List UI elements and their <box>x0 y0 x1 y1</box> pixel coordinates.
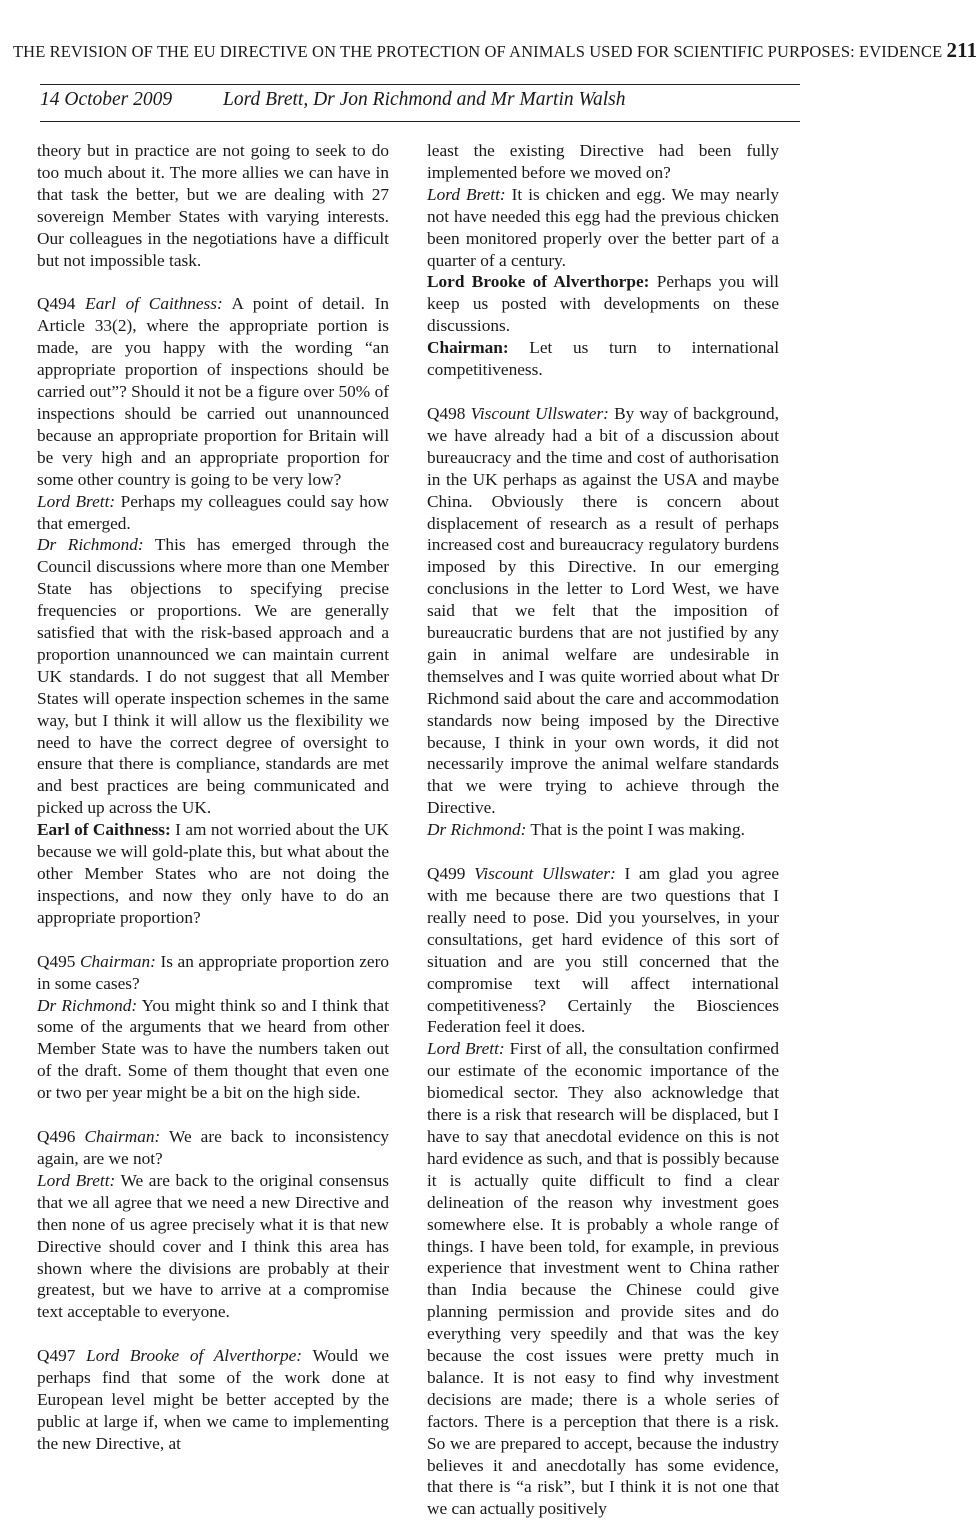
speaker-name: Lord Brett: <box>427 184 506 204</box>
bottom-rule <box>40 121 800 122</box>
speaker-name: Viscount Ullswater: <box>474 864 616 884</box>
speaker-name: Lord Brooke of Alverthorpe: <box>86 1346 303 1366</box>
right-column <box>427 140 779 1520</box>
top-rule <box>40 84 800 85</box>
session-date: 14 October 2009 <box>40 89 173 110</box>
speaker-name: Dr Richmond: <box>427 820 527 840</box>
speaker-name: Lord Brett: <box>37 491 116 511</box>
paragraph: theory but in practice are not going to seek to do too much about it. The more allies we can have in that task the better, but we are dealing with 27 sovereign Member States with varying interests. Our colleagues in the negotiations have a difficult but not impossible task. <box>37 141 389 270</box>
question-number: Q497 <box>37 1346 76 1366</box>
answer-paragraph: Lord Brett: It is chicken and egg. We may nearly not have needed this egg had the previous chicken been monitored properly over the better part of a quarter of a century. <box>427 184 779 270</box>
question-paragraph: Q494 Earl of Caithness: A point of detail. In Article 33(2), where the appropriate portion is made, are you happy with the wording “an appropriate proportion of inspections should be carried out”? Should it not be a figure over 50% of inspections should be carried out unannounced because an appropriate proportion for Britain will be very high and an appropriate proportion for some other country is going to be very low? <box>37 294 390 489</box>
question-number: Q495 <box>37 951 76 971</box>
answer-paragraph: Lord Brett: First of all, the consultation confirmed our estimate of the economic importance of the biomedical sector. They also acknowledge that there is a risk that research will be displaced, but I have to say that anecdotal evidence on this is not hard evidence as such, and that is possibly because it is actually quite difficult to find a clear delineation of the reason why investment goes somewhere else. It is probably a whole range of things. I have been told, for example, in previous experience that investment went to China rather than India because the Chinese could give planning permission and provide sites and do everything very speedily and that was the key because the cost issues were pretty much in balance. It is not easy to find why investment decisions are made; there is a whole series of factors. There is a perception that there is a risk. So we are prepared to accept, because the industry believes it and anecdotally has some evidence, that there is “a risk”, but I think it is not one that we can actually positively <box>427 1039 779 1519</box>
paragraph: least the existing Directive had been fully implemented before we moved on? <box>427 141 779 182</box>
speaker-name: Viscount Ullswater: <box>470 403 609 423</box>
answer-paragraph: Lord Brooke of Alverthorpe: Perhaps you will keep us posted with developments on these discussions. <box>427 272 779 336</box>
question-paragraph: Q497 Lord Brooke of Alverthorpe: Would we perhaps find that some of the work done at European level might be better accepted by the public at large if, when we came to implementing the new Directive, at <box>37 1346 390 1453</box>
speaker-name: Dr Richmond: <box>37 535 144 555</box>
running-title: THE REVISION OF THE EU DIRECTIVE ON THE PROTECTION OF ANIMALS USED FOR SCIENTIFIC PURPOSES: EVIDENCE <box>13 42 943 61</box>
speaker-name: Earl of Caithness: <box>85 294 223 314</box>
speaker-name: Earl of Caithness: <box>37 820 171 840</box>
question-number: Q499 <box>427 864 466 884</box>
speaker-name: Chairman: <box>80 951 156 971</box>
speaker-name: Lord Brett: <box>37 1170 116 1190</box>
question-paragraph: Q496 Chairman: We are back to inconsistency again, are we not? <box>37 1127 390 1168</box>
question-paragraph: Q498 Viscount Ullswater: By way of background, we have already had a bit of a discussion about bureaucracy and the time and cost of authorisation in the UK perhaps as against the USA and maybe China. Obviously there is concern about displacement of research as a result of perhaps increased cost and bureaucracy regulatory burdens imposed by this Directive. In our emerging conclusions in the letter to Lord West, we have said that we felt that the imposition of bureaucratic burdens that are not justified by any gain in animal welfare are undesirable in themselves and I was quite worried about what Dr Richmond said about the care and accommodation standards now being imposed by the Directive because, I think in your own words, it did not necessarily improve the animal welfare standards that we were trying to achieve through the Directive. <box>427 403 779 818</box>
page-number: 211 <box>946 38 977 62</box>
question-number: Q496 <box>37 1127 76 1147</box>
speaker-name: Lord Brooke of Alverthorpe: <box>427 272 650 292</box>
answer-paragraph: Dr Richmond: This has emerged through the Council discussions where more than one Member State has objections to specifying precise frequencies or proportions. We are generally satisfied that with the risk-based approach and a proportion unannounced we can maintain current UK standards. I do not suggest that all Member States will operate inspection schemes in the same way, but I think it will allow us the flexibility we need to have the correct degree of oversight to ensure that there is compliance, standards are met and best practices are being communicated and picked up across the UK. <box>37 535 389 818</box>
speaker-name: Dr Richmond: <box>37 995 138 1015</box>
question-paragraph: Q495 Chairman: Is an appropriate proportion zero in some cases? <box>37 951 389 993</box>
witness-names: Lord Brett, Dr Jon Richmond and Mr Martin Walsh <box>223 89 626 110</box>
running-head <box>13 38 977 63</box>
answer-paragraph: Earl of Caithness: I am not worried about the UK because we will gold-plate this, but what about the other Member States who are not doing the inspections, and now they only have to do an appropriate proportion? <box>37 820 389 927</box>
question-number: Q494 <box>37 294 76 314</box>
answer-paragraph: Lord Brett: We are back to the original consensus that we all agree that we need a new Directive and then none of us agree precisely what it is that new Directive should cover and I think this area has shown where the divisions are probably at their greatest, but we have to arrive at a compromise text acceptable to everyone. <box>37 1170 389 1322</box>
question-paragraph: Q499 Viscount Ullswater: I am glad you agree with me because there are two questions that I really need to pose. Did you yourselves, in your consultations, get hard evidence of this sort of situation and are you still concerned that the compromise text will affect international competitiveness? Certainly the Biosciences Federation feel it does. <box>427 864 779 1037</box>
speaker-name: Lord Brett: <box>427 1039 505 1059</box>
answer-paragraph: Chairman: Let us turn to international competitiveness. <box>427 338 779 380</box>
answer-paragraph: Dr Richmond: That is the point I was making. <box>427 820 745 840</box>
answer-paragraph: Lord Brett: Perhaps my colleagues could say how that emerged. <box>37 491 389 533</box>
answer-paragraph: Dr Richmond: You might think so and I think that some of the arguments that we heard from other Member State was to have the numbers taken out of the draft. Some of them thought that even one or two per year might be a bit on the high side. <box>37 995 389 1103</box>
left-column <box>37 140 389 1455</box>
question-number: Q498 <box>427 403 466 423</box>
speaker-name: Chairman: <box>427 338 509 358</box>
speaker-name: Chairman: <box>84 1127 161 1147</box>
